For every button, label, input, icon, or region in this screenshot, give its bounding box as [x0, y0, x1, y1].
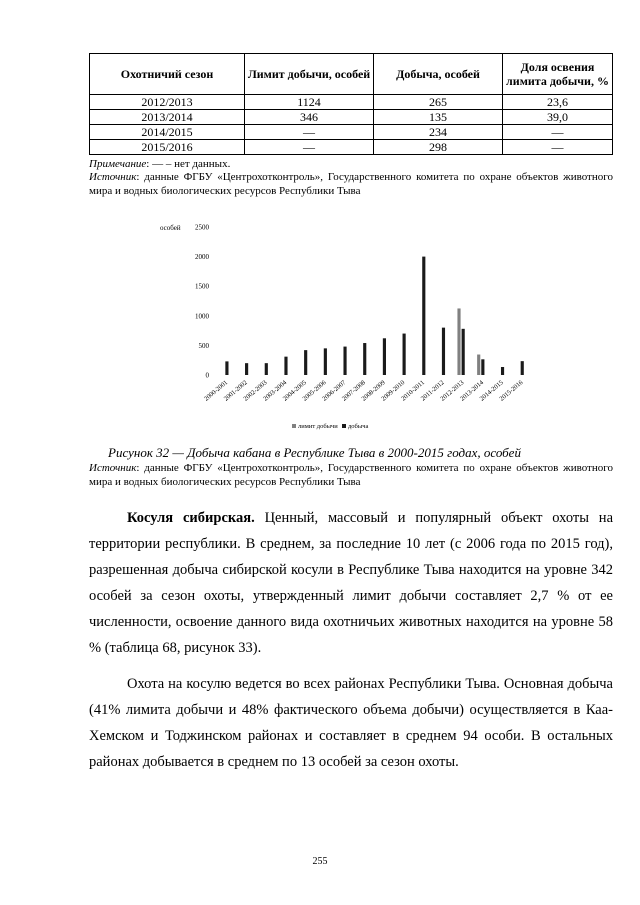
- cell: 2012/2013: [90, 95, 245, 110]
- bar-добыча: [304, 350, 307, 375]
- cell: 2013/2014: [90, 110, 245, 125]
- paragraph-heading: Косуля сибирская.: [127, 510, 255, 526]
- x-tick-label: 2010-2011: [400, 379, 427, 403]
- paragraph-roe-deer: [89, 505, 613, 661]
- cell: 234: [374, 125, 503, 140]
- header-season: Охотничий сезон: [90, 54, 245, 95]
- bar-добыча: [265, 363, 268, 375]
- cell: —: [245, 125, 374, 140]
- cell: —: [245, 140, 374, 155]
- paragraph-hunting: Охота на косулю ведется во всех районах Республики Тыва. Основная добыча (41% лимита добычи и 48% фактического объема добычи) осуществляется в Каа-Хемском и Тоджинском районах и составляет в среднем 94 особи. В остальных районах добывается в среднем по 13 особей за сезон охоты.: [89, 676, 613, 770]
- bar-добыча: [383, 338, 386, 375]
- bar-добыча: [422, 257, 425, 375]
- table-row: [90, 140, 613, 155]
- boar-harvest-chart: [140, 215, 540, 440]
- bar-добыча: [462, 329, 465, 375]
- cell: 2014/2015: [90, 125, 245, 140]
- table-source: [89, 170, 613, 198]
- x-tick-label: 2006-2007: [321, 379, 348, 403]
- cell: 39,0: [503, 110, 613, 125]
- figure-source-label: Источник: [89, 462, 137, 474]
- cell: 135: [374, 110, 503, 125]
- paragraph-text: Ценный, массовый и популярный объект охоты на территории республики. В среднем, за последние 10 лет (с 2006 года по 2015 год), разрешенная добыча сибирской косули в Республике Тыва находится на уровне 342 особей за сезон охоты, утвержденный лимит добычи составляет 2,7 % от ее численности, освоение данного вида охотничьих животных находится на уровне 58 % (таблица 68, рисунок 33).: [89, 510, 614, 656]
- bar-лимит-добычи: [477, 355, 480, 375]
- bar-добыча: [245, 363, 248, 375]
- note-text: : — – нет данных.: [146, 158, 231, 170]
- x-tick-label: 2011-2012: [419, 379, 446, 403]
- cell: —: [503, 125, 613, 140]
- x-tick-label: 2001-2002: [222, 379, 249, 403]
- hunting-table: [89, 53, 613, 155]
- x-tick-label: 2008-2009: [360, 379, 387, 403]
- table-row: [90, 95, 613, 110]
- x-tick-label: 2002-2003: [242, 379, 269, 403]
- figure-caption: Рисунок 32 — Добыча кабана в Республике Тыва в 2000-2015 годах, особей: [108, 445, 521, 460]
- table-header-row: [90, 54, 613, 95]
- bar-добыча: [501, 367, 504, 375]
- y-axis-label: особей: [160, 224, 181, 232]
- bar-добыча: [324, 348, 327, 375]
- legend-swatch: [292, 424, 296, 428]
- bar-лимит-добычи: [457, 308, 460, 375]
- legend-label: лимит добычи: [298, 423, 338, 430]
- bar-добыча: [225, 361, 228, 375]
- x-tick-label: 2004-2005: [281, 379, 308, 403]
- cell: 23,6: [503, 95, 613, 110]
- bar-добыча: [521, 361, 524, 375]
- x-tick-label: 2005-2006: [301, 379, 328, 403]
- cell: 2015/2016: [90, 140, 245, 155]
- table-note: [89, 157, 613, 171]
- body-text: [89, 505, 613, 775]
- x-tick-label: 2007-2008: [340, 379, 367, 403]
- note-label: Примечание: [89, 158, 147, 170]
- cell: 265: [374, 95, 503, 110]
- y-tick-label: 500: [198, 341, 209, 350]
- cell: —: [503, 140, 613, 155]
- bar-добыча: [442, 328, 445, 375]
- header-limit: Лимит добычи, особей: [245, 54, 374, 95]
- y-tick-label: 0: [205, 371, 209, 380]
- bar-добыча: [363, 343, 366, 375]
- figure-source: [89, 461, 613, 489]
- x-tick-label: 2009-2010: [380, 379, 407, 403]
- y-tick-label: 1000: [195, 312, 209, 321]
- figure-source-text: : данные ФГБУ «Центрохотконтроль», Государственного комитета по охране объектов животного мира и водных биологических ресурсов Республики Тыва: [89, 462, 613, 488]
- cell: 346: [245, 110, 374, 125]
- y-tick-label: 1500: [195, 282, 209, 291]
- y-tick-label: 2500: [195, 223, 209, 232]
- bar-добыча: [403, 334, 406, 375]
- y-tick-label: 2000: [195, 253, 209, 262]
- x-tick-label: 2012-2013: [439, 379, 466, 403]
- page-number: 255: [312, 856, 328, 867]
- table-row: [90, 125, 613, 140]
- bar-добыча: [481, 359, 484, 375]
- table-row: [90, 110, 613, 125]
- legend-label: добыча: [348, 423, 369, 430]
- bar-добыча: [343, 347, 346, 375]
- header-share: Доля освения лимита добычи, %: [503, 54, 613, 95]
- x-tick-label: 2015-2016: [498, 379, 525, 403]
- header-catch: Добыча, особей: [374, 54, 503, 95]
- x-tick-label: 2000-2001: [203, 379, 230, 403]
- cell: 1124: [245, 95, 374, 110]
- x-tick-label: 2003-2004: [262, 379, 289, 403]
- x-tick-label: 2014-2015: [478, 379, 505, 403]
- source-label: Источник: [89, 171, 137, 183]
- cell: 298: [374, 140, 503, 155]
- source-text: : данные ФГБУ «Центрохотконтроль», Государственного комитета по охране объектов животного мира и водных биологических ресурсов Республики Тыва: [89, 171, 613, 197]
- bar-добыча: [284, 357, 287, 375]
- legend-swatch: [342, 424, 346, 428]
- x-tick-label: 2013-2014: [458, 379, 486, 403]
